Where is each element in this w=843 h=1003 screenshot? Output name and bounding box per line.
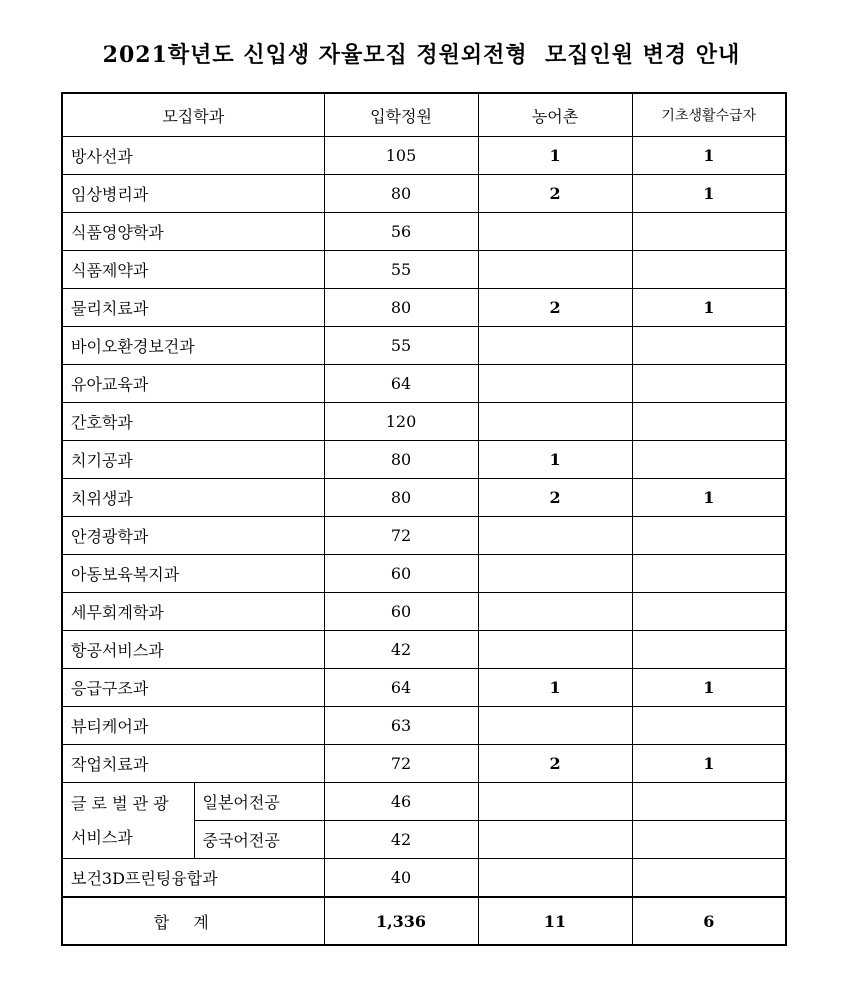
table-row	[62, 517, 786, 555]
basic-living-cell: 1	[632, 479, 786, 517]
header-basic-living: 기초생활수급자	[632, 93, 786, 137]
rural-cell	[478, 251, 632, 289]
quota-cell: 72	[324, 745, 478, 783]
table-row	[62, 251, 786, 289]
quota-cell: 55	[324, 327, 478, 365]
quota-cell: 80	[324, 441, 478, 479]
rural-cell: 1	[478, 441, 632, 479]
basic-living-cell	[632, 327, 786, 365]
quota-cell: 46	[324, 783, 478, 821]
department-cell: 식품제약과	[62, 251, 324, 289]
header-quota: 입학정원	[324, 93, 478, 137]
basic-living-cell	[632, 441, 786, 479]
basic-living-cell	[632, 213, 786, 251]
basic-living-cell	[632, 251, 786, 289]
department-cell: 임상병리과	[62, 175, 324, 213]
basic-living-cell: 1	[632, 137, 786, 175]
quota-cell: 42	[324, 631, 478, 669]
quota-cell: 80	[324, 289, 478, 327]
rural-cell	[478, 593, 632, 631]
basic-living-cell: 1	[632, 289, 786, 327]
table-row	[62, 745, 786, 783]
department-name-line: 서비스과	[71, 827, 133, 847]
rural-cell	[478, 631, 632, 669]
department-cell: 물리치료과	[62, 289, 324, 327]
basic-living-cell: 1	[632, 669, 786, 707]
basic-living-cell	[632, 631, 786, 669]
quota-cell: 56	[324, 213, 478, 251]
department-cell: 간호학과	[62, 403, 324, 441]
total-label-cell: 합계	[62, 897, 324, 945]
table-row	[62, 555, 786, 593]
table-row	[62, 137, 786, 175]
table-row	[62, 403, 786, 441]
basic-living-cell	[632, 403, 786, 441]
table-row	[62, 365, 786, 403]
table-row	[62, 593, 786, 631]
department-cell: 응급구조과	[62, 669, 324, 707]
table-header-row	[62, 93, 786, 137]
basic-living-cell	[632, 821, 786, 859]
quota-cell: 60	[324, 593, 478, 631]
quota-cell: 120	[324, 403, 478, 441]
table-row	[62, 289, 786, 327]
department-cell: 식품영양학과	[62, 213, 324, 251]
rural-cell: 1	[478, 137, 632, 175]
department-cell: 치위생과	[62, 479, 324, 517]
quota-cell: 72	[324, 517, 478, 555]
rural-cell: 2	[478, 745, 632, 783]
basic-living-cell	[632, 783, 786, 821]
table-row	[62, 669, 786, 707]
rural-cell	[478, 859, 632, 898]
basic-living-cell: 1	[632, 175, 786, 213]
header-rural: 농어촌	[478, 93, 632, 137]
table-body	[62, 137, 786, 946]
department-cell-global-tourism	[62, 783, 194, 859]
recruitment-table	[61, 92, 787, 946]
total-basic-living-cell: 6	[632, 897, 786, 945]
rural-cell	[478, 327, 632, 365]
rural-cell: 2	[478, 479, 632, 517]
rural-cell	[478, 365, 632, 403]
document-title: 2021학년도 신입생 자율모집 정원외전형 모집인원 변경 안내	[102, 42, 741, 68]
department-cell: 방사선과	[62, 137, 324, 175]
header-department: 모집학과	[62, 93, 324, 137]
department-cell: 항공서비스과	[62, 631, 324, 669]
quota-cell: 42	[324, 821, 478, 859]
department-cell: 뷰티케어과	[62, 707, 324, 745]
department-cell: 아동보육복지과	[62, 555, 324, 593]
major-cell: 중국어전공	[194, 821, 324, 859]
basic-living-cell	[632, 593, 786, 631]
table-row	[62, 175, 786, 213]
total-rural-cell: 11	[478, 897, 632, 945]
table-row	[62, 441, 786, 479]
department-cell: 보건3D프린팅융합과	[62, 859, 324, 898]
quota-cell: 64	[324, 365, 478, 403]
basic-living-cell	[632, 555, 786, 593]
rural-cell: 2	[478, 289, 632, 327]
department-cell: 바이오환경보건과	[62, 327, 324, 365]
quota-cell: 64	[324, 669, 478, 707]
table-row	[62, 213, 786, 251]
department-cell: 작업치료과	[62, 745, 324, 783]
quota-cell: 105	[324, 137, 478, 175]
total-quota-cell: 1,336	[324, 897, 478, 945]
quota-cell: 55	[324, 251, 478, 289]
quota-cell: 40	[324, 859, 478, 898]
basic-living-cell	[632, 859, 786, 898]
quota-cell: 80	[324, 479, 478, 517]
rural-cell: 1	[478, 669, 632, 707]
table-row	[62, 707, 786, 745]
rural-cell	[478, 213, 632, 251]
quota-cell: 60	[324, 555, 478, 593]
table-row	[62, 783, 786, 821]
rural-cell	[478, 517, 632, 555]
rural-cell	[478, 821, 632, 859]
department-cell: 치기공과	[62, 441, 324, 479]
table-row	[62, 479, 786, 517]
table-row	[62, 631, 786, 669]
rural-cell	[478, 783, 632, 821]
department-cell: 세무회계학과	[62, 593, 324, 631]
basic-living-cell: 1	[632, 745, 786, 783]
quota-cell: 80	[324, 175, 478, 213]
department-cell: 안경광학과	[62, 517, 324, 555]
rural-cell	[478, 555, 632, 593]
rural-cell: 2	[478, 175, 632, 213]
quota-cell: 63	[324, 707, 478, 745]
basic-living-cell	[632, 365, 786, 403]
basic-living-cell	[632, 517, 786, 555]
rural-cell	[478, 403, 632, 441]
basic-living-cell	[632, 707, 786, 745]
total-row	[62, 897, 786, 945]
department-name-line: 글 로 벌 관 광	[71, 793, 169, 813]
table-row	[62, 859, 786, 898]
table-row	[62, 327, 786, 365]
department-cell: 유아교육과	[62, 365, 324, 403]
rural-cell	[478, 707, 632, 745]
major-cell: 일본어전공	[194, 783, 324, 821]
